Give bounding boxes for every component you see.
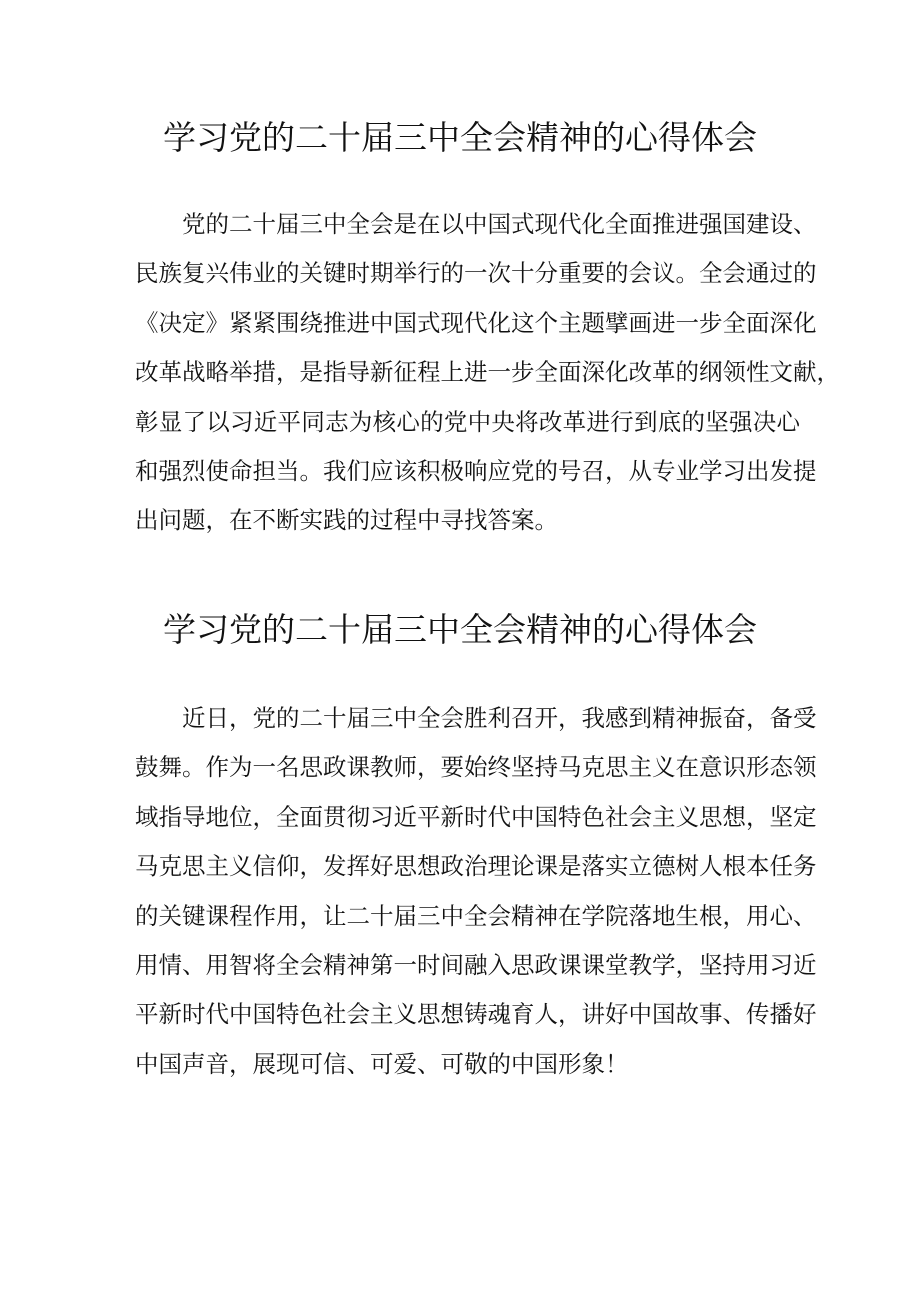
section-1-line: 出问题，在不断实践的过程中寻找答案。	[135, 506, 558, 535]
section-2-line: 马克思主义信仰，发挥好思想政治理论课是落实立德树人根本任务	[135, 852, 817, 881]
section-1-line: 和强烈使命担当。我们应该积极响应党的号召，从专业学习出发提	[135, 456, 817, 485]
section-2-line: 平新时代中国特色社会主义思想铸魂育人，讲好中国故事、传播好	[135, 1000, 817, 1029]
section-2-line: 中国声音，展现可信、可爱、可敬的中国形象！	[135, 1049, 629, 1078]
section-1-line: 党的二十届三中全会是在以中国式现代化全面推进强国建设、	[182, 210, 817, 238]
section-2-title: 学习党的二十届三中全会精神的心得体会	[163, 610, 757, 649]
section-1-title: 学习党的二十届三中全会精神的心得体会	[163, 118, 757, 157]
section-2-line: 用情、用智将全会精神第一时间融入思政课课堂教学，坚持用习近	[135, 950, 817, 979]
section-2-line: 鼓舞。作为一名思政课教师，要始终坚持马克思主义在意识形态领	[135, 753, 817, 782]
section-1-line: 改革战略举措，是指导新征程上进一步全面深化改革的纲领性文献，	[135, 358, 840, 387]
section-1-line: 《决定》紧紧围绕推进中国式现代化这个主题擘画进一步全面深化	[135, 308, 817, 337]
section-2-line: 近日，党的二十届三中全会胜利召开，我感到精神振奋，备受	[182, 704, 817, 732]
section-1-line: 民族复兴伟业的关键时期举行的一次十分重要的会议。全会通过的	[135, 259, 817, 288]
section-2-line: 的关键课程作用，让二十届三中全会精神在学院落地生根，用心、	[135, 901, 817, 930]
section-1-body	[135, 200, 840, 546]
section-2-line: 域指导地位，全面贯彻习近平新时代中国特色社会主义思想，坚定	[135, 802, 817, 831]
section-1-line: 彰显了以习近平同志为核心的党中央将改革进行到底的坚强决心	[135, 407, 800, 436]
section-2-body	[135, 694, 817, 1089]
